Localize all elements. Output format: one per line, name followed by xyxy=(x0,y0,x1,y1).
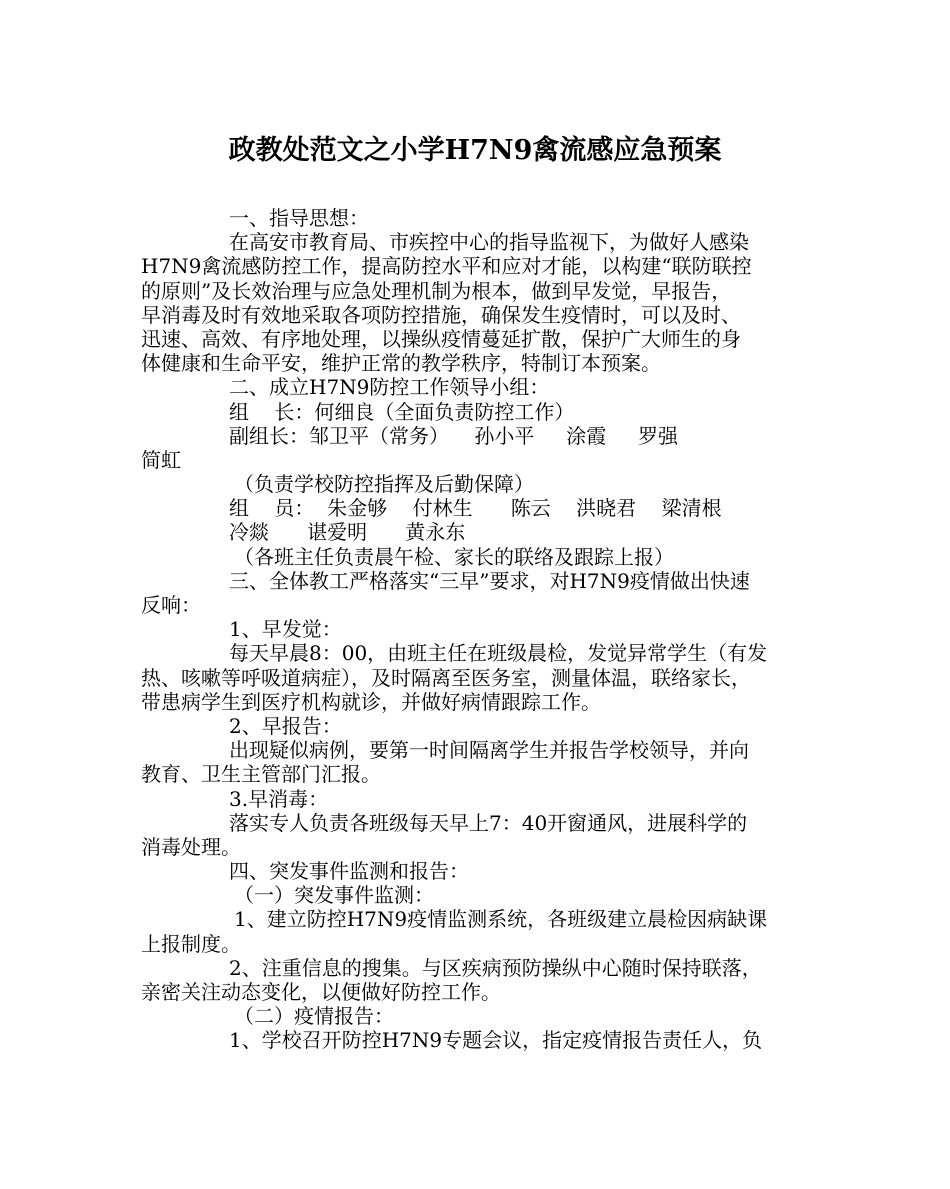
text-line: 二、成立H7N9防控工作领导小组： xyxy=(229,375,550,400)
text-line: H7N9禽流感防控工作，提高防控水平和应对才能，以构建“联防联控 xyxy=(141,254,752,279)
text-line: 落实专人负责各班级每天早上7：40开窗通风，进展科学的 xyxy=(229,810,748,835)
text-line: （二）疫情报告： xyxy=(234,1004,394,1029)
document-body xyxy=(141,206,811,1053)
text-line: 亲密关注动态变化，以便做好防控工作。 xyxy=(141,980,501,1004)
text-line: 四、突发事件监测和报告： xyxy=(229,859,469,884)
text-line: 一、指导思想： xyxy=(229,206,369,230)
text-line: 反响： xyxy=(141,593,201,617)
text-line: 3.早消毒： xyxy=(229,786,329,811)
text-line: 迅速、高效、有序地处理，以操纵疫情蔓延扩散，保护广大师生的身 xyxy=(141,326,741,351)
text-line: 消毒处理。 xyxy=(141,834,241,859)
text-line: 三、全体教工严格落实“三早”要求，对H7N9疫情做出快速 xyxy=(229,568,750,593)
text-line: 1、建立防控H7N9疫情监测系统，各班级建立晨检因病缺课 xyxy=(234,907,768,932)
text-line: （各班主任负责晨午检、家长的联络及跟踪上报） xyxy=(234,544,674,569)
text-line: 副组长：邹卫平（常务） 孙小平 涂霞 罗强 xyxy=(229,423,679,448)
text-line: 带患病学生到医疗机构就诊，并做好病情跟踪工作。 xyxy=(141,689,601,714)
document-title: 政教处范文之小学H7N9禽流感应急预案 xyxy=(228,135,722,166)
text-line: （一）突发事件监测： xyxy=(234,883,434,908)
text-line: 1、早发觉： xyxy=(229,617,342,642)
text-line: 上报制度。 xyxy=(141,931,241,956)
text-line: 教育、卫生主管部门汇报。 xyxy=(141,762,381,787)
text-line: 冷燚 谌爱明 黄永东 xyxy=(229,520,466,545)
text-line: （负责学校防控指挥及后勤保障） xyxy=(234,472,534,497)
text-line: 1、学校召开防控H7N9专题会议，指定疫情报告责任人，负 xyxy=(229,1028,763,1053)
text-line: 在高安市教育局、市疾控中心的指导监视下，为做好人感染 xyxy=(229,230,749,255)
text-line: 简虹 xyxy=(141,447,181,472)
text-line: 体健康和生命平安，维护正常的教学秩序，特制订本预案。 xyxy=(141,351,661,376)
text-line: 组 长：何细良（全面负责防控工作） xyxy=(229,399,575,424)
text-line: 的原则”及长效治理与应急处理机制为根本，做到早发觉，早报告， xyxy=(141,278,732,303)
text-line: 组 员： 朱金够 付林生 陈云 洪晓君 梁清根 xyxy=(229,496,722,521)
text-line: 早消毒及时有效地采取各项防控措施，确保发生疫情时，可以及时、 xyxy=(141,302,741,327)
text-line: 出现疑似病例，要第一时间隔离学生并报告学校领导，并向 xyxy=(229,738,749,763)
text-line: 2、早报告： xyxy=(229,713,342,738)
text-line: 热、咳嗽等呼吸道病症），及时隔离至医务室，测量体温，联络家长， xyxy=(141,665,751,690)
text-line: 2、注重信息的搜集。与区疾病预防操纵中心随时保持联落， xyxy=(229,955,762,980)
text-line: 每天早晨8：00，由班主任在班级晨检，发觉异常学生（有发 xyxy=(229,641,768,666)
